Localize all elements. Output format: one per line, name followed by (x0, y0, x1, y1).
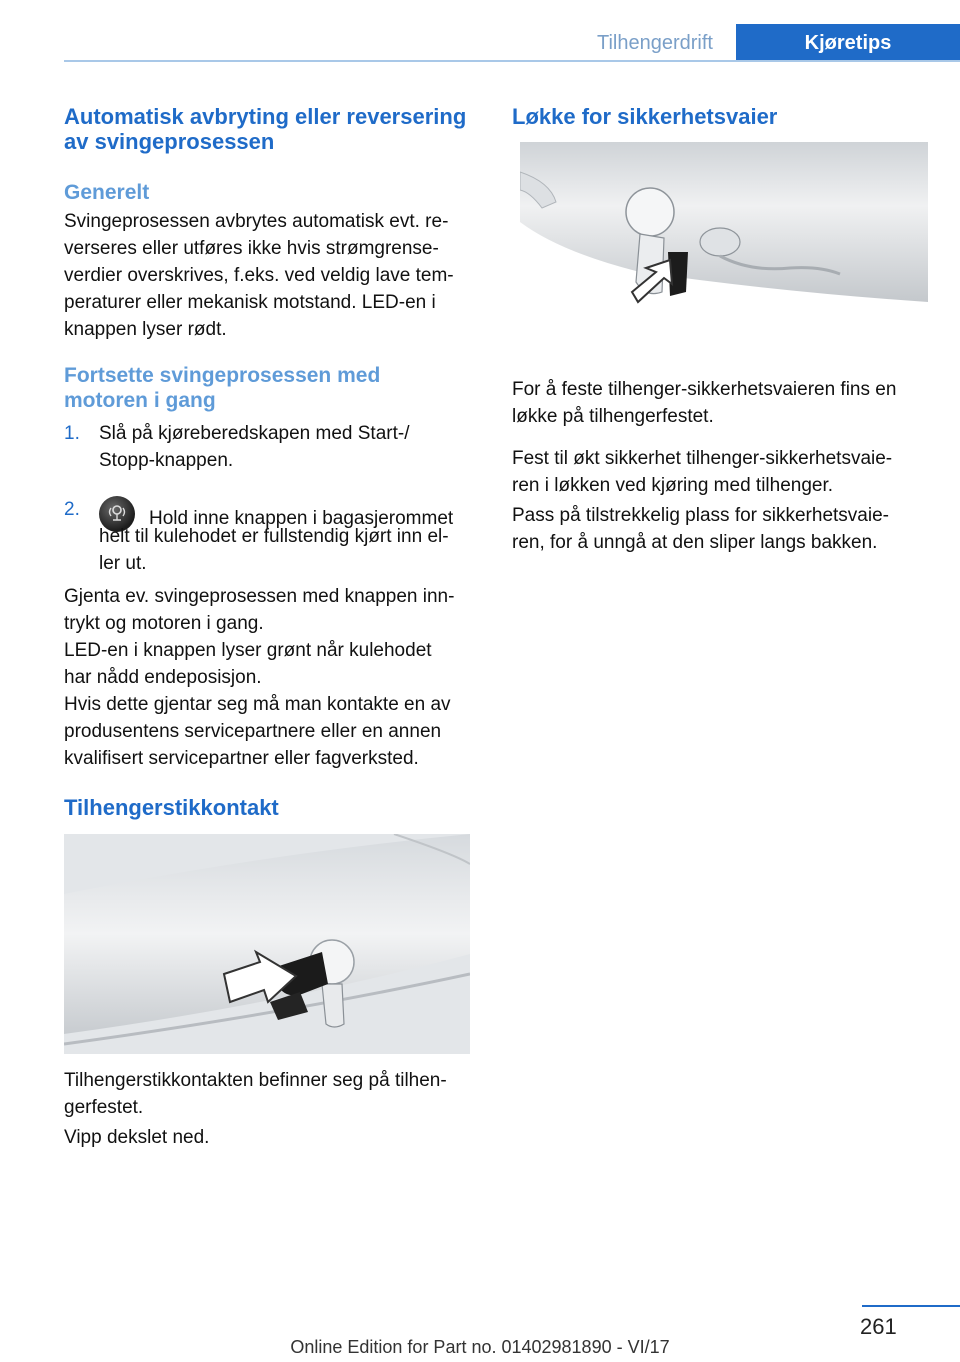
socket-heading: Tilhengerstikkontakt (64, 795, 279, 820)
header-tab-chapter[interactable]: Kjøretips (736, 24, 960, 62)
flip-cover-paragraph: Vipp dekslet ned. (64, 1127, 210, 1148)
loop-heading: Løkke for sikkerhetsvaier (512, 104, 778, 129)
section-title: Automatisk avbryting eller reversering av svingeprosessen (64, 104, 467, 154)
footer-rule (862, 1305, 960, 1307)
safety-loop-illustration (520, 142, 928, 358)
general-heading: Generelt (64, 181, 150, 204)
trailer-socket-illustration (64, 834, 470, 1054)
header-rule (64, 60, 960, 62)
page-number: 261 (860, 1314, 897, 1339)
header-tab-section[interactable]: Tilhengerdrift (597, 32, 713, 54)
edition-note: Online Edition for Part no. 01402981890 - VI/17 (290, 1337, 670, 1357)
